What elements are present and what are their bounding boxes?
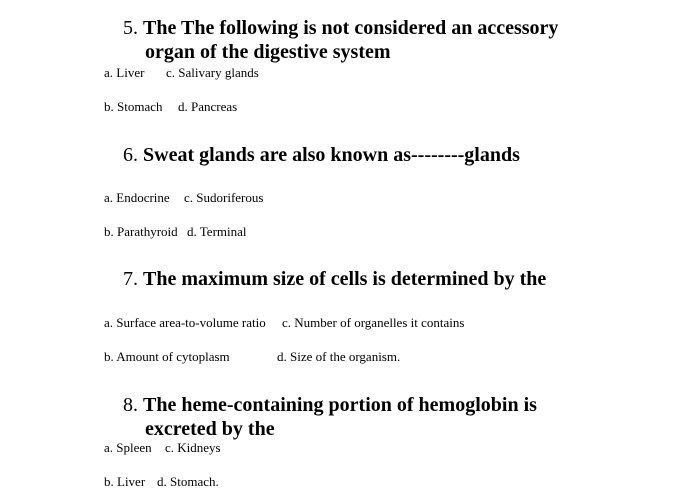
option-b: b. Parathyroid [104, 224, 178, 239]
question-text-line1: Sweat glands are also known as--------glands [143, 144, 520, 166]
option-c: c. Number of organelles it contains [282, 315, 465, 330]
question-5-stem [123, 16, 559, 63]
question-number: 8. [123, 394, 138, 416]
option-a: a. Spleen [104, 440, 152, 455]
option-a: a. Endocrine [104, 190, 170, 205]
option-b: b. Liver [104, 474, 146, 489]
question-7-stem [123, 267, 546, 291]
question-number: 7. [123, 268, 138, 290]
question-6-stem [123, 143, 520, 167]
question-text-line1: The heme-containing portion of hemoglobin is [143, 394, 537, 416]
option-b: b. Amount of cytoplasm [104, 349, 230, 364]
option-a: a. Liver [104, 65, 145, 80]
question-text-line1: The The following is not considered an accessory [143, 17, 559, 39]
option-c: c. Salivary glands [166, 65, 259, 80]
question-text-line1: The maximum size of cells is determined by the [143, 268, 547, 290]
option-d: d. Size of the organism. [277, 349, 401, 364]
option-d: d. Stomach. [157, 474, 219, 489]
option-c: c. Kidneys [165, 440, 221, 455]
option-b: b. Stomach [104, 99, 163, 114]
option-a: a. Surface area-to-volume ratio [104, 315, 266, 330]
option-c: c. Sudoriferous [184, 190, 264, 205]
option-d: d. Pancreas [178, 99, 238, 114]
question-text-line2: excreted by the [145, 418, 275, 440]
question-text-line2: organ of the digestive system [145, 41, 391, 63]
question-number: 5. [123, 17, 138, 39]
question-8-stem [123, 393, 537, 440]
option-d: d. Terminal [187, 224, 247, 239]
question-number: 6. [123, 144, 138, 166]
